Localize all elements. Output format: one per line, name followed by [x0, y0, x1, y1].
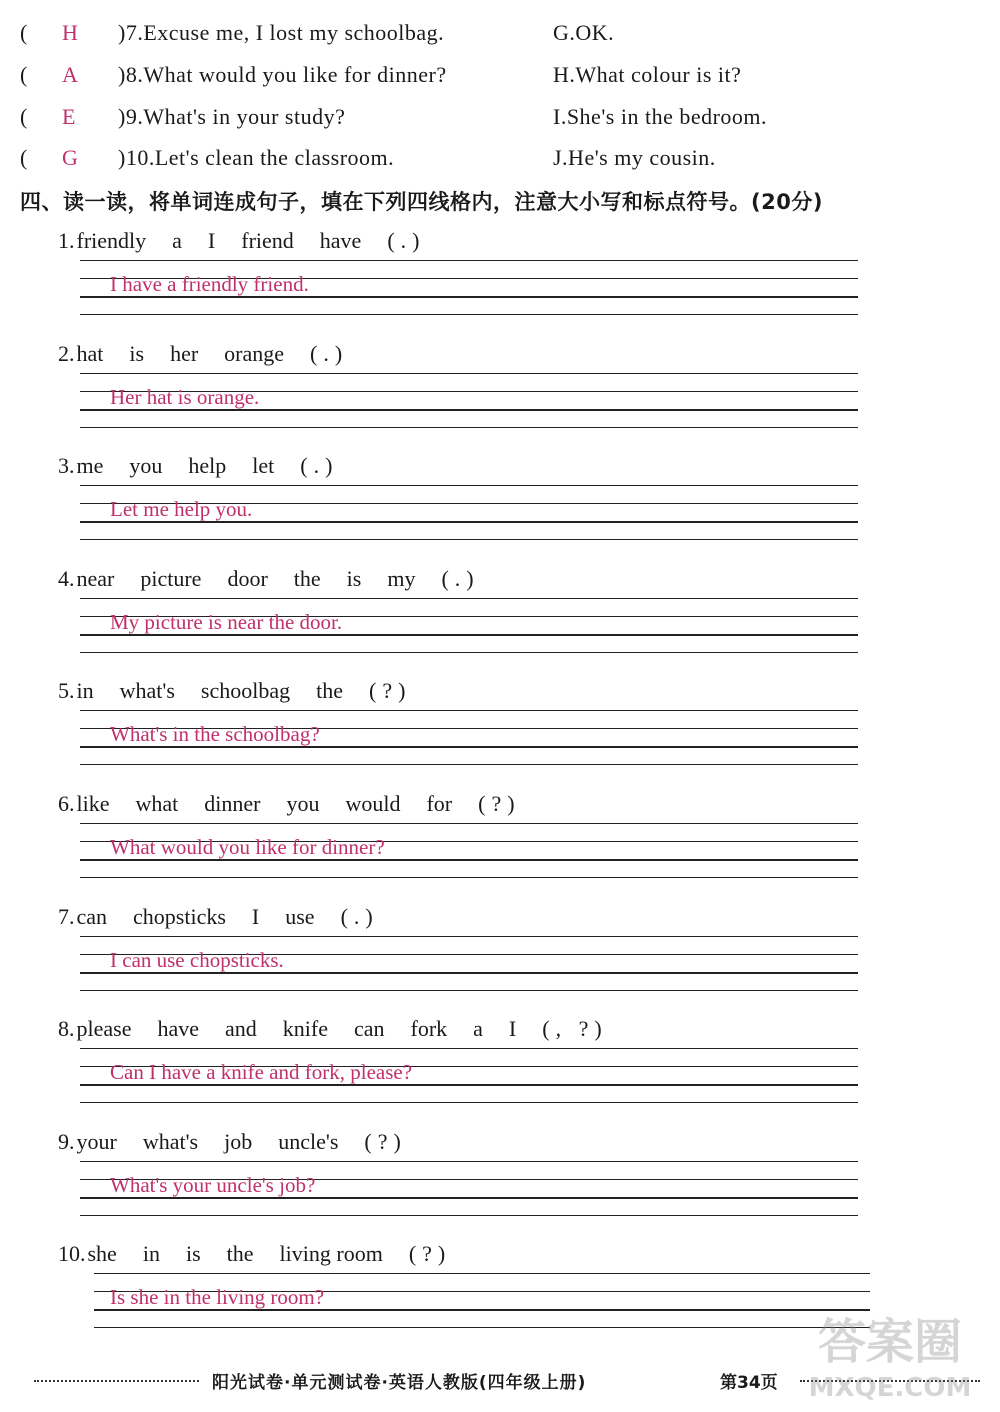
open-paren: (	[20, 62, 28, 87]
scrambled-word: can	[353, 1016, 385, 1042]
item-number: 2.	[58, 340, 75, 366]
grid-line	[80, 652, 858, 653]
punctuation-hint: (.)	[300, 453, 339, 479]
scrambled-word: what's	[142, 1128, 199, 1154]
handwritten-answer: I can use chopsticks.	[110, 947, 284, 972]
sentence-item	[0, 341, 1000, 454]
grid-line	[80, 598, 858, 599]
scrambled-word: for	[426, 791, 453, 816]
grid-line	[80, 427, 858, 428]
scrambled-word: schoolbag	[200, 678, 291, 704]
scrambled-word: I	[251, 903, 260, 929]
grid-line	[80, 823, 858, 824]
scrambled-word: uncle's	[278, 1128, 339, 1154]
scrambled-word: fork	[410, 1016, 448, 1042]
grid-line	[80, 260, 858, 261]
scrambled-word: chopsticks	[133, 903, 226, 929]
punctuation-hint: (?)	[408, 1241, 452, 1267]
section-title: 四、读一读，将单词连成句子，填在下列四线格内，注意大小写和标点符号。(20分)	[20, 190, 823, 214]
match-answer: H	[62, 20, 79, 45]
scrambled-word: hat	[76, 340, 104, 366]
punctuation-hint: (.)	[441, 565, 480, 591]
scrambled-word: can	[76, 903, 108, 929]
open-paren: (	[20, 145, 28, 170]
scrambled-word: the	[293, 565, 321, 591]
grid-line	[94, 1327, 870, 1328]
footer-divider-left	[34, 1380, 199, 1382]
open-paren: (	[20, 20, 28, 45]
scrambled-word: friend	[241, 228, 294, 253]
watermark-line2: MXQE.COM	[808, 1373, 972, 1403]
match-answer: E	[62, 104, 76, 129]
scrambled-word: friendly	[76, 228, 147, 253]
scrambled-word: is	[129, 340, 145, 366]
item-number: 1.	[58, 228, 75, 253]
word-prompt	[58, 228, 425, 254]
scrambled-word: knife	[282, 1016, 328, 1042]
scrambled-word: a	[172, 228, 182, 253]
handwritten-answer: Her hat is orange.	[110, 384, 260, 409]
handwritten-answer: What would you like for dinner?	[110, 835, 385, 859]
page-number: 第34页	[720, 1373, 778, 1393]
punctuation-hint: (.)	[340, 903, 379, 929]
match-row	[0, 145, 1000, 181]
word-prompt	[58, 678, 411, 704]
match-question: )9.What's in your study?	[118, 104, 346, 129]
punctuation-hint: (, ?)	[542, 1016, 608, 1042]
match-option: J.He's my cousin.	[553, 145, 716, 170]
punctuation-hint: (?)	[369, 678, 412, 704]
item-number: 6.	[58, 791, 75, 816]
sentence-item	[0, 228, 1000, 341]
grid-line	[80, 1102, 858, 1103]
word-prompt	[58, 1129, 407, 1155]
footer-text: 阳光试卷·单元测试卷·英语人教版(四年级上册)	[212, 1373, 587, 1393]
scrambled-word: what	[135, 791, 179, 816]
scrambled-word: is	[346, 565, 362, 591]
grid-line	[80, 485, 858, 486]
sentence-item	[0, 1016, 1000, 1129]
scrambled-word: the	[316, 678, 344, 704]
word-prompt	[58, 341, 348, 367]
handwritten-answer: What's in the schoolbag?	[110, 722, 320, 747]
scrambled-word: in	[142, 1241, 160, 1267]
open-paren: (	[20, 104, 28, 129]
grid-line	[80, 936, 858, 937]
match-answer: A	[62, 62, 79, 87]
grid-line	[94, 1273, 870, 1274]
scrambled-word: her	[170, 340, 199, 366]
scrambled-word: my	[387, 565, 416, 591]
match-option: I.She's in the bedroom.	[553, 104, 768, 129]
scrambled-word: your	[76, 1128, 117, 1154]
punctuation-hint: (?)	[364, 1128, 407, 1154]
sentence-item	[0, 678, 1000, 791]
scrambled-word: you	[286, 791, 320, 816]
scrambled-word: would	[345, 791, 401, 816]
scrambled-word: and	[225, 1016, 257, 1042]
scrambled-word: have	[157, 1016, 199, 1042]
scrambled-word: living room	[279, 1241, 383, 1267]
scrambled-word: door	[227, 565, 268, 591]
scrambled-word: me	[76, 453, 104, 479]
match-option: G.OK.	[553, 20, 615, 45]
item-number: 4.	[58, 565, 75, 591]
handwritten-answer: Let me help you.	[110, 497, 253, 522]
handwritten-answer: Can I have a knife and fork, please?	[110, 1060, 413, 1085]
scrambled-word: help	[188, 453, 227, 479]
grid-line	[80, 990, 858, 991]
item-number: 8.	[58, 1016, 75, 1042]
scrambled-word: please	[76, 1016, 132, 1042]
match-question: )8.What would you like for dinner?	[118, 62, 447, 87]
grid-line	[80, 1161, 858, 1162]
watermark-logo	[790, 1300, 990, 1405]
handwritten-answer: What's your uncle's job?	[110, 1172, 316, 1197]
grid-line	[80, 373, 858, 374]
handwritten-answer: Is she in the living room?	[110, 1285, 325, 1310]
scrambled-word: job	[224, 1128, 253, 1154]
word-prompt	[58, 453, 338, 479]
sentence-item	[0, 453, 1000, 566]
scrambled-word: let	[252, 453, 275, 479]
scrambled-word: picture	[140, 565, 202, 591]
grid-line	[80, 764, 858, 765]
scrambled-word: a	[473, 1016, 483, 1042]
handwritten-answer: My picture is near the door.	[110, 609, 343, 634]
word-prompt	[58, 904, 379, 930]
scrambled-word: what's	[119, 678, 175, 704]
item-number: 7.	[58, 903, 75, 929]
scrambled-word: she	[87, 1241, 117, 1267]
scrambled-word: orange	[224, 340, 285, 366]
match-row	[0, 104, 1000, 140]
grid-line	[80, 710, 858, 711]
match-question: )7.Excuse me, I lost my schoolbag.	[118, 20, 445, 45]
match-row	[0, 62, 1000, 98]
word-prompt	[58, 566, 480, 592]
handwritten-answer: I have a friendly friend.	[110, 272, 309, 296]
scrambled-word: in	[76, 678, 94, 704]
watermark-line1: 答案圈	[817, 1314, 963, 1370]
grid-line	[80, 877, 858, 878]
grid-line	[80, 1048, 858, 1049]
match-row	[0, 20, 1000, 56]
word-prompt	[58, 1241, 451, 1267]
match-question: )10.Let's clean the classroom.	[118, 145, 395, 170]
sentence-item	[0, 566, 1000, 679]
item-number: 5.	[58, 678, 75, 704]
scrambled-word: I	[508, 1016, 517, 1042]
scrambled-word: near	[76, 565, 115, 591]
grid-line	[80, 314, 858, 315]
sentence-item	[0, 791, 1000, 904]
scrambled-word: the	[226, 1241, 254, 1267]
punctuation-hint: (.)	[310, 340, 349, 366]
scrambled-word: like	[76, 791, 110, 816]
sentence-item	[0, 904, 1000, 1017]
grid-line	[80, 1215, 858, 1216]
item-number: 9.	[58, 1128, 75, 1154]
word-prompt	[58, 1016, 608, 1042]
scrambled-word: dinner	[204, 791, 261, 816]
match-answer: G	[62, 145, 79, 170]
punctuation-hint: (?)	[478, 791, 521, 816]
item-number: 10.	[58, 1241, 86, 1267]
scrambled-word: have	[319, 228, 362, 253]
punctuation-hint: (.)	[387, 228, 426, 253]
scrambled-word: I	[207, 228, 216, 253]
word-prompt	[58, 791, 521, 817]
scrambled-word: is	[185, 1241, 201, 1267]
sentence-item	[0, 1129, 1000, 1242]
item-number: 3.	[58, 453, 75, 479]
scrambled-word: you	[129, 453, 163, 479]
scrambled-word: use	[285, 903, 315, 929]
match-option: H.What colour is it?	[553, 62, 742, 87]
grid-line	[80, 539, 858, 540]
